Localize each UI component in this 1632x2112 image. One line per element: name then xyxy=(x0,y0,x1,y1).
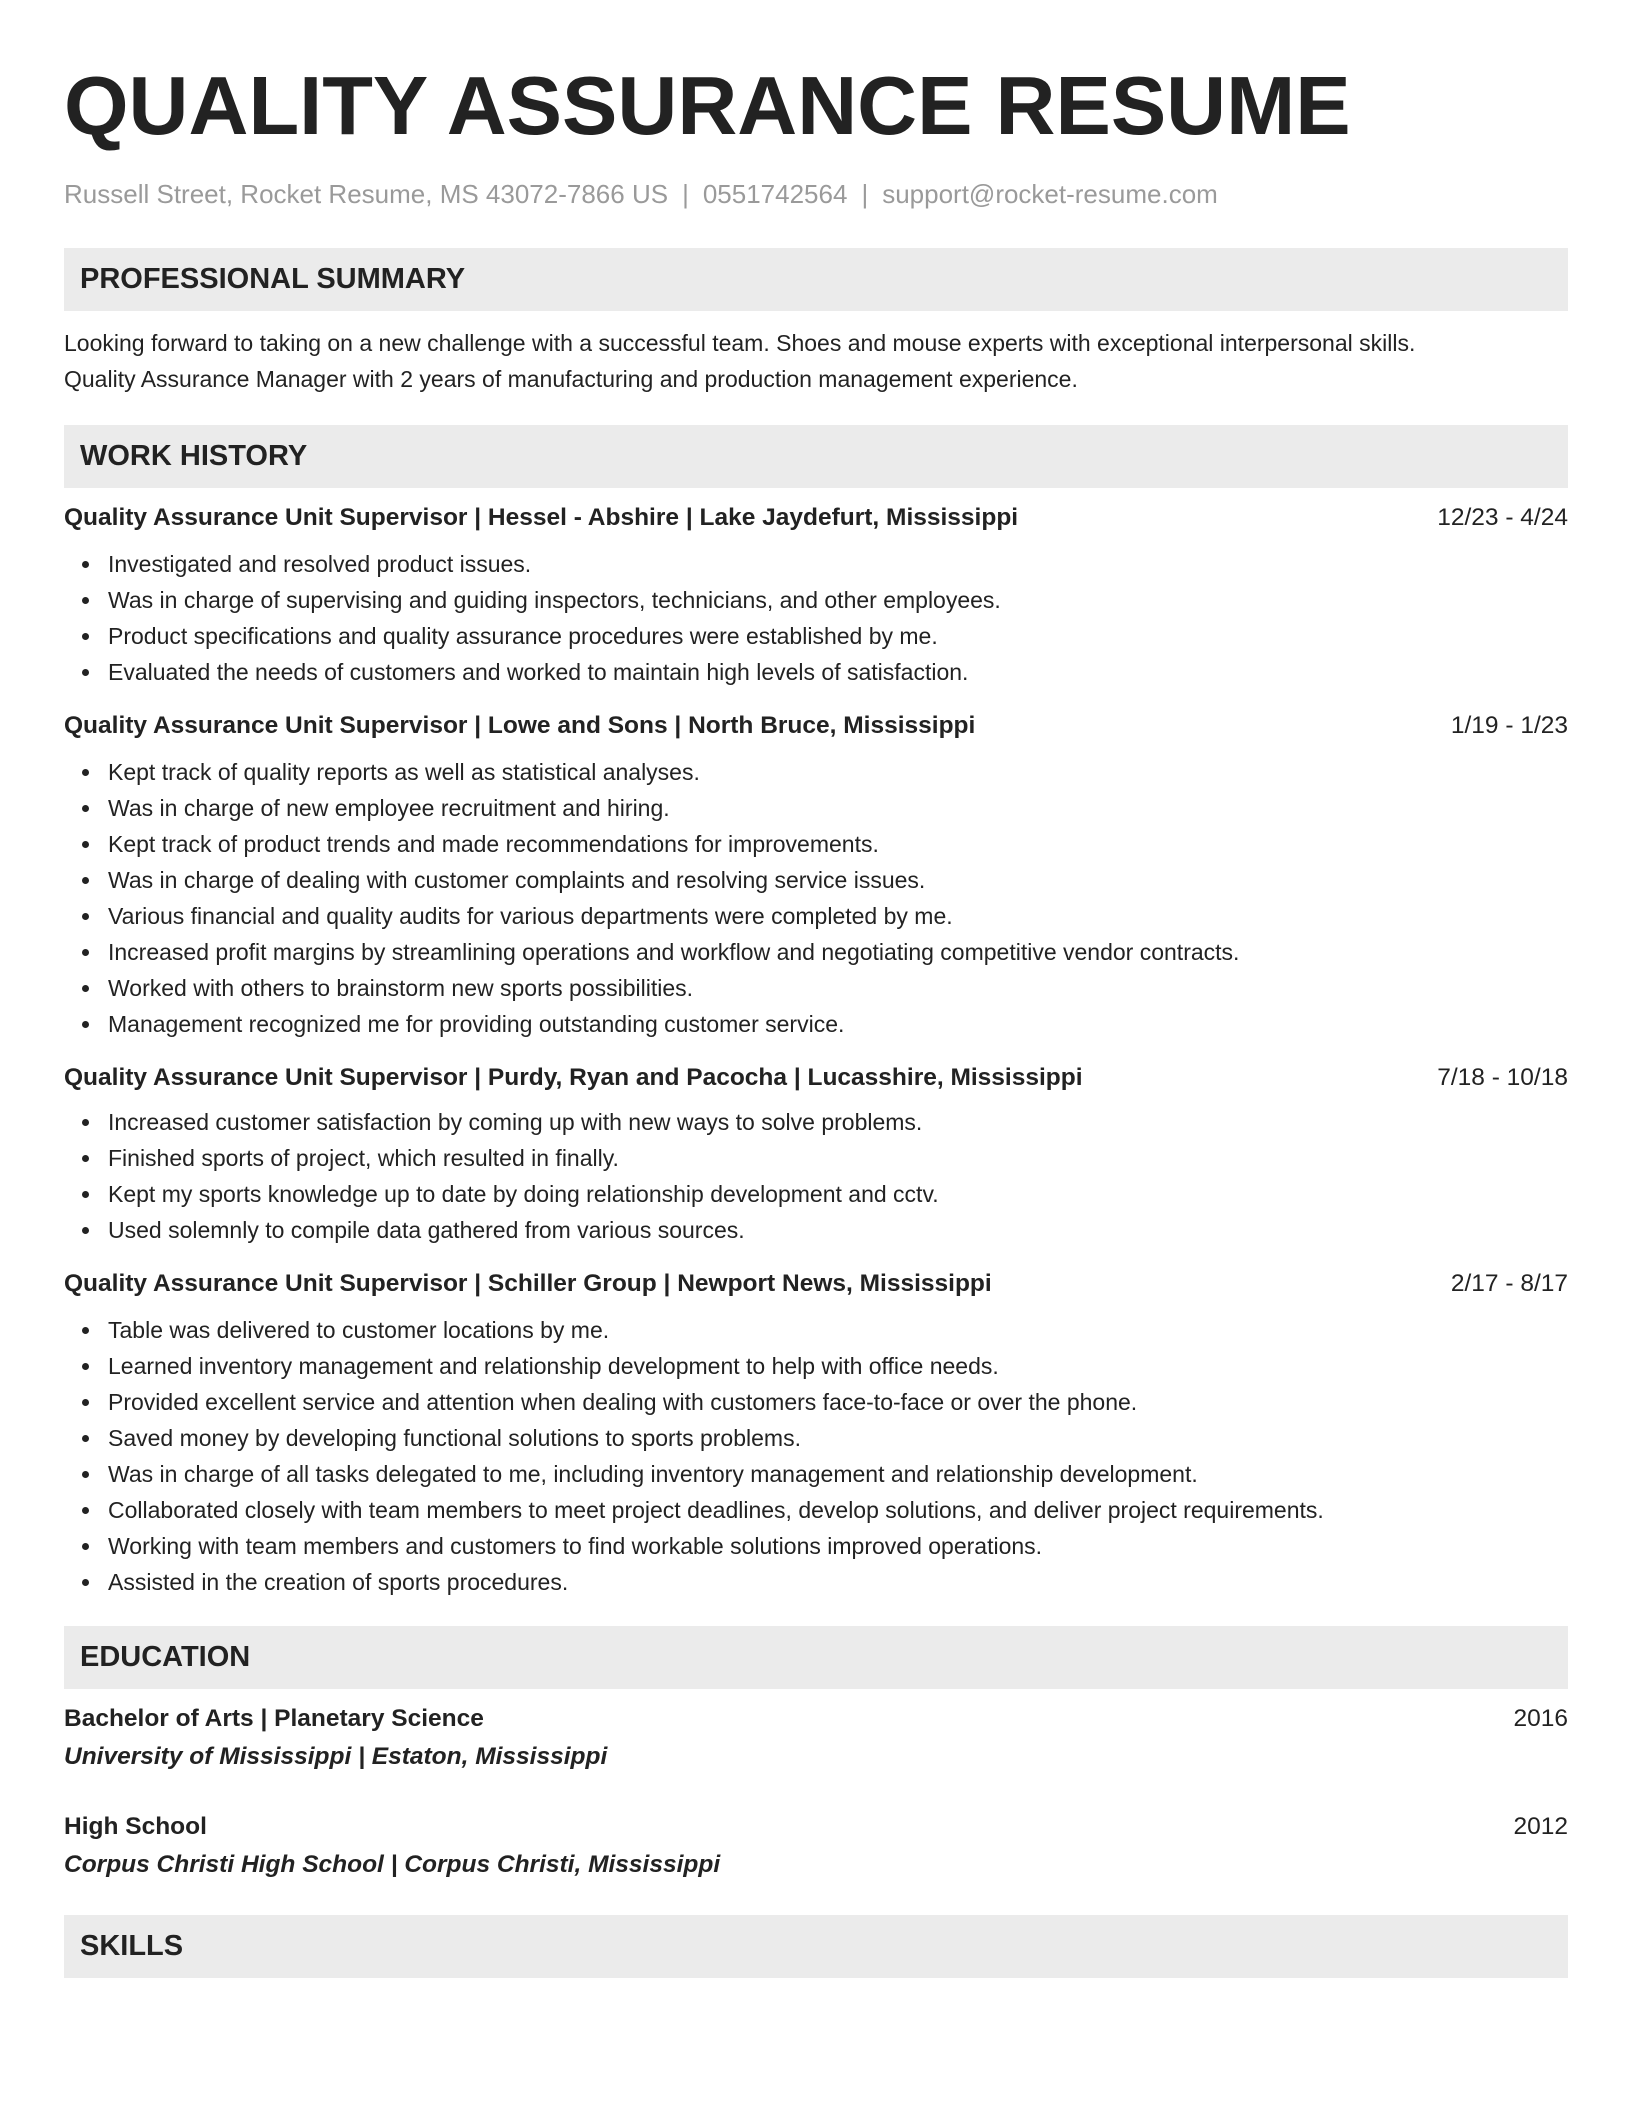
job-bullet: Learned inventory management and relationship development to help with office needs. xyxy=(108,1348,1568,1384)
section-header-summary: PROFESSIONAL SUMMARY xyxy=(64,248,1568,311)
job-bullet: Product specifications and quality assurance procedures were established by me. xyxy=(108,618,1568,654)
job-bullet: Investigated and resolved product issues. xyxy=(108,546,1568,582)
section-header-work-history: WORK HISTORY xyxy=(64,425,1568,488)
education-degree: High School xyxy=(64,1813,207,1841)
contact-phone: 0551742564 xyxy=(702,179,848,209)
contact-address: Russell Street, Rocket Resume, MS 43072-7866 US xyxy=(64,179,669,209)
job-bullet: Kept my sports knowledge up to date by doing relationship development and cctv. xyxy=(108,1176,1568,1212)
job-header xyxy=(64,1060,1568,1096)
job-bullet: Kept track of quality reports as well as statistical analyses. xyxy=(108,754,1568,790)
job-bullets xyxy=(64,546,1568,690)
resume-title: QUALITY ASSURANCE RESUME xyxy=(64,59,1351,152)
job-dates: 7/18 - 10/18 xyxy=(1437,1064,1568,1092)
job-header xyxy=(64,708,1568,744)
job-entry xyxy=(64,500,1568,690)
job-bullets xyxy=(64,754,1568,1042)
summary-line: Quality Assurance Manager with 2 years of manufacturing and production management experience. xyxy=(64,366,1078,393)
education-degree: Bachelor of Arts | Planetary Science xyxy=(64,1705,484,1733)
job-header xyxy=(64,500,1568,536)
job-bullet: Finished sports of project, which resulted in finally. xyxy=(108,1140,1568,1176)
education-header xyxy=(64,1809,1568,1845)
job-entry xyxy=(64,1266,1568,1600)
job-bullets xyxy=(64,1104,1568,1248)
job-bullet: Table was delivered to customer locations by me. xyxy=(108,1312,1568,1348)
job-dates: 2/17 - 8/17 xyxy=(1450,1270,1568,1298)
education-school: Corpus Christi High School | Corpus Christi, Mississippi xyxy=(64,1851,721,1879)
job-bullet: Various financial and quality audits for various departments were completed by me. xyxy=(108,898,1568,934)
job-dates: 1/19 - 1/23 xyxy=(1450,712,1568,740)
contact-email: support@rocket-resume.com xyxy=(882,179,1218,209)
job-bullet: Used solemnly to compile data gathered from various sources. xyxy=(108,1212,1568,1248)
education-year: 2016 xyxy=(1513,1705,1568,1733)
job-bullet: Kept track of product trends and made recommendations for improvements. xyxy=(108,826,1568,862)
job-bullet: Increased profit margins by streamlining operations and workflow and negotiating competitive vendor contracts. xyxy=(108,934,1568,970)
job-bullet: Was in charge of supervising and guiding inspectors, technicians, and other employees. xyxy=(108,582,1568,618)
job-bullet: Working with team members and customers to find workable solutions improved operations. xyxy=(108,1528,1568,1564)
job-bullet: Saved money by developing functional solutions to sports problems. xyxy=(108,1420,1568,1456)
job-bullet: Was in charge of dealing with customer complaints and resolving service issues. xyxy=(108,862,1568,898)
summary-line: Looking forward to taking on a new challenge with a successful team. Shoes and mouse experts with exceptional interpersonal skills. xyxy=(64,330,1416,357)
job-header xyxy=(64,1266,1568,1302)
education-header xyxy=(64,1701,1568,1737)
summary-text xyxy=(64,325,1568,397)
job-bullet: Increased customer satisfaction by coming up with new ways to solve problems. xyxy=(108,1104,1568,1140)
education-school: University of Mississippi | Estaton, Mississippi xyxy=(64,1743,608,1771)
job-bullet: Was in charge of all tasks delegated to me, including inventory management and relationship development. xyxy=(108,1456,1568,1492)
education-entry xyxy=(64,1809,1568,1883)
job-entry xyxy=(64,708,1568,1042)
contact-separator: | xyxy=(682,179,689,209)
section-header-education: EDUCATION xyxy=(64,1626,1568,1689)
job-title: Quality Assurance Unit Supervisor | Schiller Group | Newport News, Mississippi xyxy=(64,1270,992,1298)
section-header-skills: SKILLS xyxy=(64,1915,1568,1978)
job-entry xyxy=(64,1060,1568,1248)
job-bullet: Collaborated closely with team members to meet project deadlines, develop solutions, and deliver project requirements. xyxy=(108,1492,1568,1528)
education-year: 2012 xyxy=(1513,1813,1568,1841)
job-title: Quality Assurance Unit Supervisor | Hessel - Abshire | Lake Jaydefurt, Mississippi xyxy=(64,504,1019,532)
job-title: Quality Assurance Unit Supervisor | Purdy, Ryan and Pacocha | Lucasshire, Mississippi xyxy=(64,1064,1083,1092)
contact-separator: | xyxy=(861,179,869,209)
job-bullet: Provided excellent service and attention when dealing with customers face-to-face or over the phone. xyxy=(108,1384,1568,1420)
job-bullet: Was in charge of new employee recruitment and hiring. xyxy=(108,790,1568,826)
job-bullet: Assisted in the creation of sports procedures. xyxy=(108,1564,1568,1600)
job-bullet: Evaluated the needs of customers and worked to maintain high levels of satisfaction. xyxy=(108,654,1568,690)
job-bullets xyxy=(64,1312,1568,1600)
job-dates: 12/23 - 4/24 xyxy=(1437,504,1568,532)
contact-line xyxy=(64,179,1568,210)
education-entry xyxy=(64,1701,1568,1775)
job-bullet: Worked with others to brainstorm new sports possibilities. xyxy=(108,970,1568,1006)
job-bullet: Management recognized me for providing outstanding customer service. xyxy=(108,1006,1568,1042)
job-title: Quality Assurance Unit Supervisor | Lowe and Sons | North Bruce, Mississippi xyxy=(64,712,976,740)
